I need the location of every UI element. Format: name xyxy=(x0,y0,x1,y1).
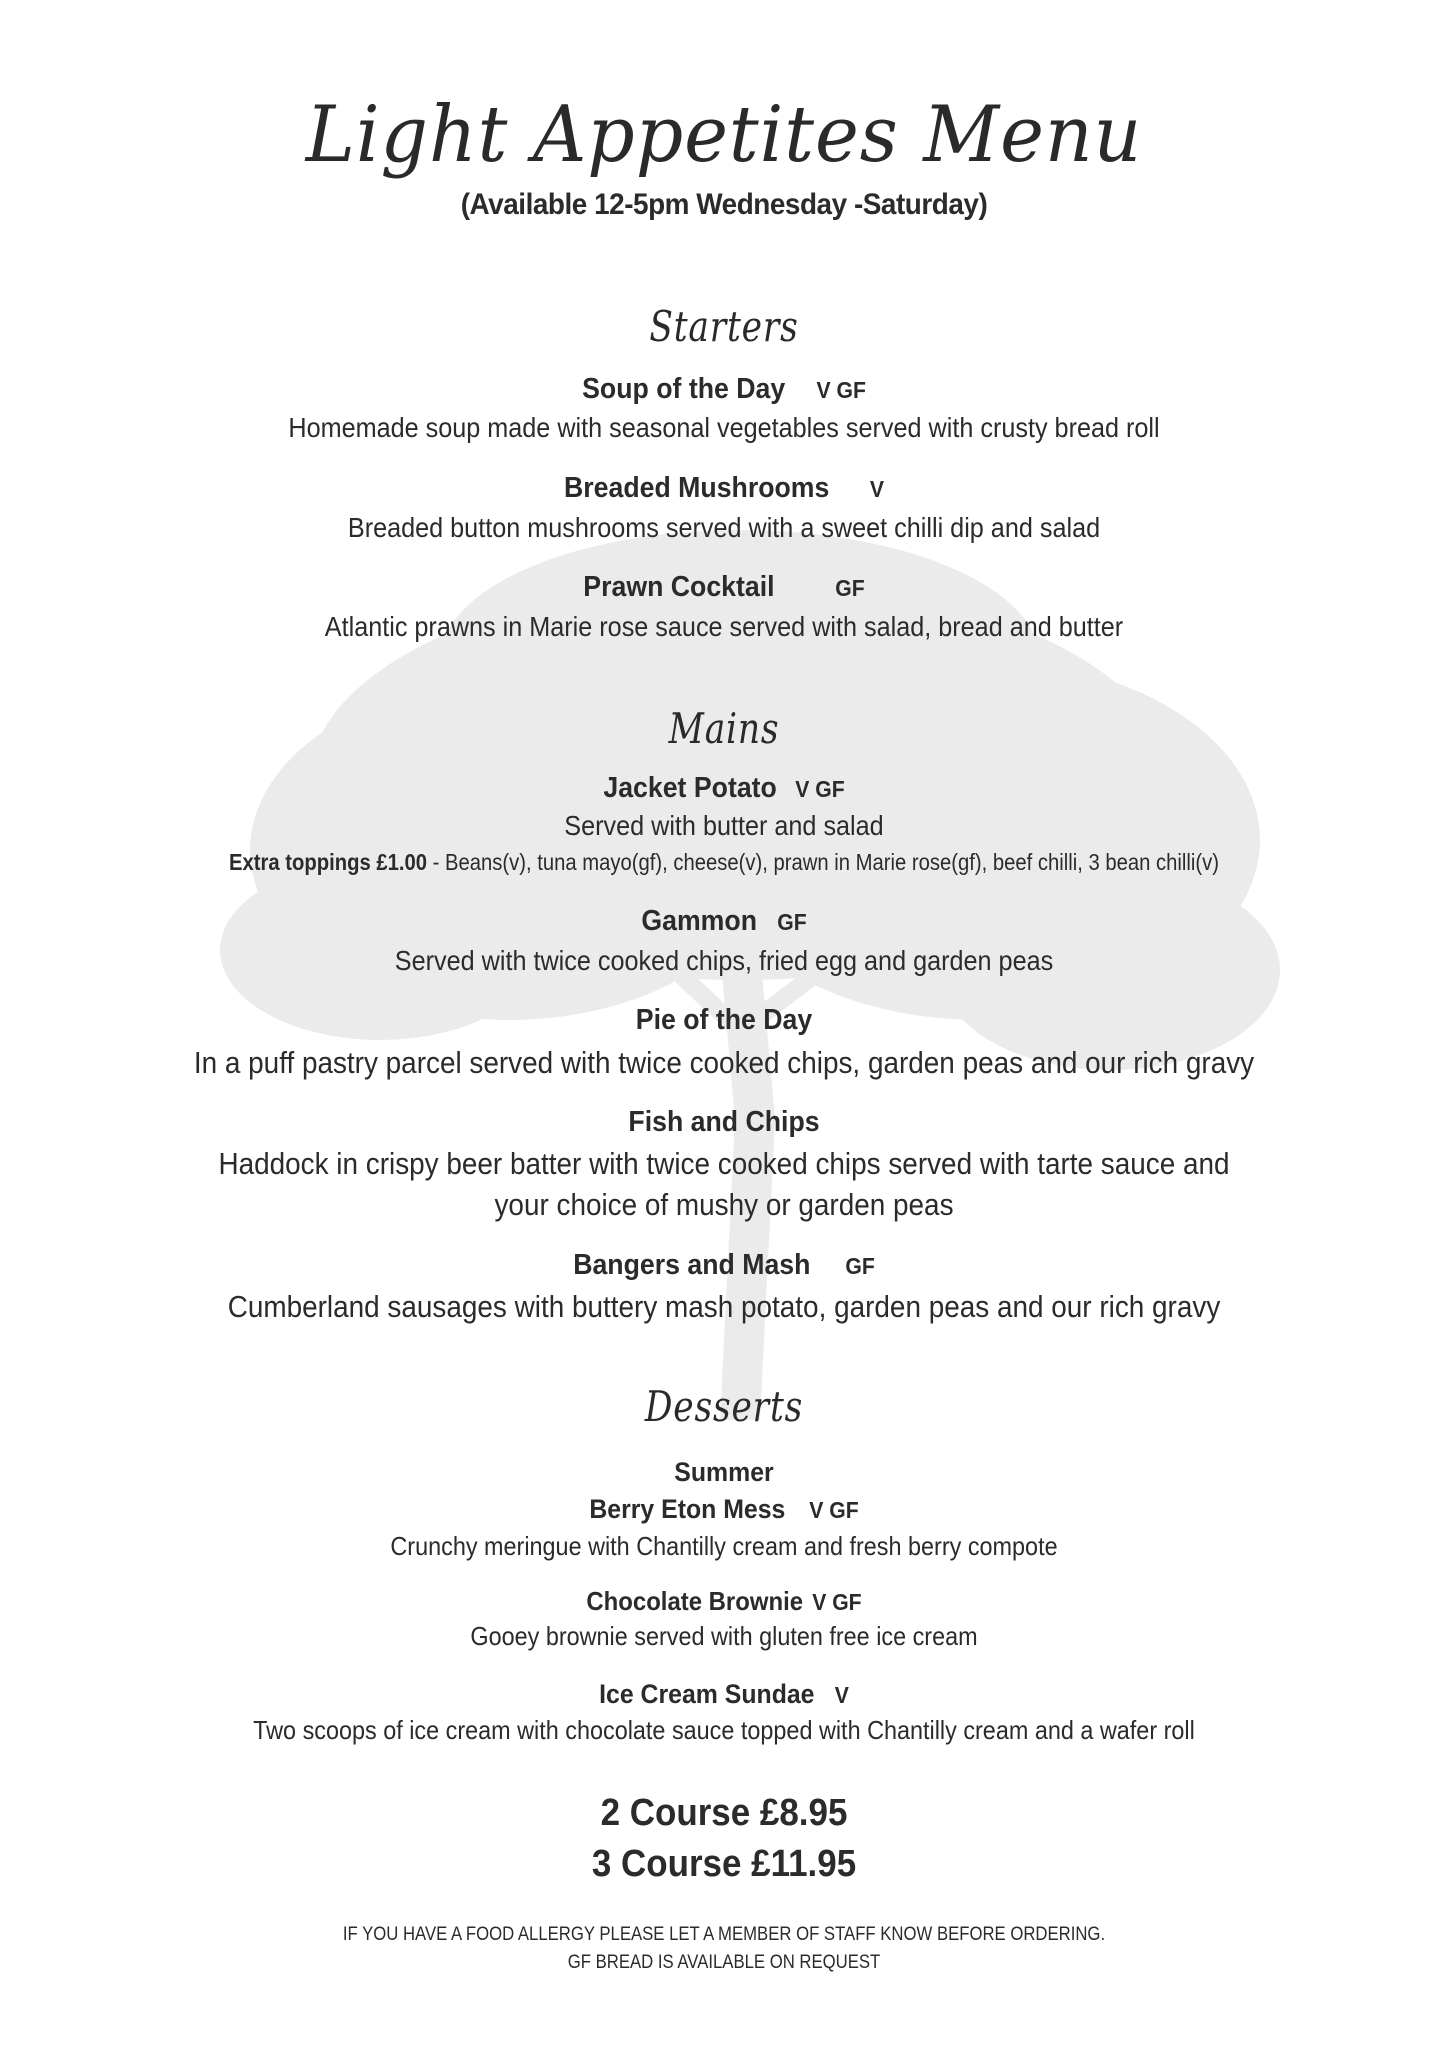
dish-description: Served with twice cooked chips, fried egg and garden peas xyxy=(394,945,1054,976)
menu-item-name xyxy=(58,373,1390,406)
dish-description: Crunchy meringue with Chantilly cream and fresh berry compote xyxy=(390,1531,1058,1561)
extra-toppings xyxy=(87,849,1361,876)
dish-description: Homemade soup made with seasonal vegetables served with crusty bread roll xyxy=(288,412,1160,443)
dish-description: Two scoops of ice cream with chocolate sauce topped with Chantilly cream and a wafer roll xyxy=(253,1715,1195,1745)
dietary-tags: V GF xyxy=(812,1589,862,1615)
dietary-tags: V GF xyxy=(795,776,845,802)
menu-item-name xyxy=(58,1106,1390,1139)
menu-item-name xyxy=(58,1249,1390,1282)
dietary-tags: GF xyxy=(835,575,865,601)
dish-name: Fish and Chips xyxy=(628,1106,820,1138)
dish-description: In a puff pastry parcel served with twice cooked chips, garden peas and our rich gravy xyxy=(193,1045,1255,1080)
availability-subtitle: (Available 12-5pm Wednesday -Saturday) xyxy=(460,188,988,221)
dish-description: your choice of mushy or garden peas xyxy=(494,1187,954,1222)
menu-item-name xyxy=(58,1494,1390,1525)
dietary-tags: V xyxy=(869,476,884,502)
dish-description: Gooey brownie served with gluten free ice cream xyxy=(470,1621,978,1651)
menu-item-name xyxy=(58,905,1390,938)
dish-name: Prawn Cocktail xyxy=(583,571,775,603)
allergy-note: IF YOU HAVE A FOOD ALLERGY PLEASE LET A MEMBER OF STAFF KNOW BEFORE ORDERING. xyxy=(342,1924,1106,1945)
dish-name: Pie of the Day xyxy=(635,1004,813,1036)
three-course-price: 3 Course £11.95 xyxy=(591,1843,857,1885)
section-title-mains: Mains xyxy=(668,704,780,753)
dish-name: Gammon xyxy=(641,905,757,937)
dish-name: Soup of the Day xyxy=(582,373,786,405)
menu-item-name xyxy=(58,1586,1390,1617)
extra-toppings-list: - Beans(v), tuna mayo(gf), cheese(v), prawn in Marie rose(gf), beef chilli, 3 bean chilli(v) xyxy=(427,849,1219,875)
dish-description: Haddock in crispy beer batter with twice cooked chips served with tarte sauce and xyxy=(218,1146,1230,1181)
menu-item-name xyxy=(58,571,1390,604)
extra-toppings-label: Extra toppings £1.00 xyxy=(229,849,428,875)
dish-name: Jacket Potato xyxy=(603,772,777,804)
dish-name: Chocolate Brownie xyxy=(586,1586,804,1616)
section-title-starters: Starters xyxy=(649,302,799,351)
dish-name: Ice Cream Sundae xyxy=(599,1679,815,1709)
gf-bread-note: GF BREAD IS AVAILABLE ON REQUEST xyxy=(567,1952,881,1973)
two-course-price: 2 Course £8.95 xyxy=(600,1792,848,1834)
dish-description: Served with butter and salad xyxy=(564,810,884,841)
menu-item-name xyxy=(58,1457,1390,1488)
dish-description: Breaded button mushrooms served with a sweet chilli dip and salad xyxy=(347,512,1101,543)
dish-name: Bangers and Mash xyxy=(573,1249,811,1281)
menu-item-name xyxy=(58,1679,1390,1710)
dietary-tags: V xyxy=(834,1682,849,1708)
menu-item-name xyxy=(58,772,1390,805)
dietary-tags: GF xyxy=(845,1253,875,1279)
dish-description: Cumberland sausages with buttery mash potato, garden peas and our rich gravy xyxy=(227,1289,1221,1324)
menu-item-name xyxy=(58,1004,1390,1037)
dish-name-line1: Summer xyxy=(674,1457,774,1487)
dish-name: Berry Eton Mess xyxy=(589,1494,786,1524)
menu-title: Light Appetites Menu xyxy=(305,90,1143,180)
dish-description: Atlantic prawns in Marie rose sauce served with salad, bread and butter xyxy=(324,611,1124,642)
section-title-desserts: Desserts xyxy=(644,1382,804,1431)
menu-item-name xyxy=(58,472,1390,505)
dietary-tags: GF xyxy=(777,909,807,935)
dish-name: Breaded Mushrooms xyxy=(564,472,830,504)
dietary-tags: V GF xyxy=(809,1497,859,1523)
dietary-tags: V GF xyxy=(816,377,866,403)
